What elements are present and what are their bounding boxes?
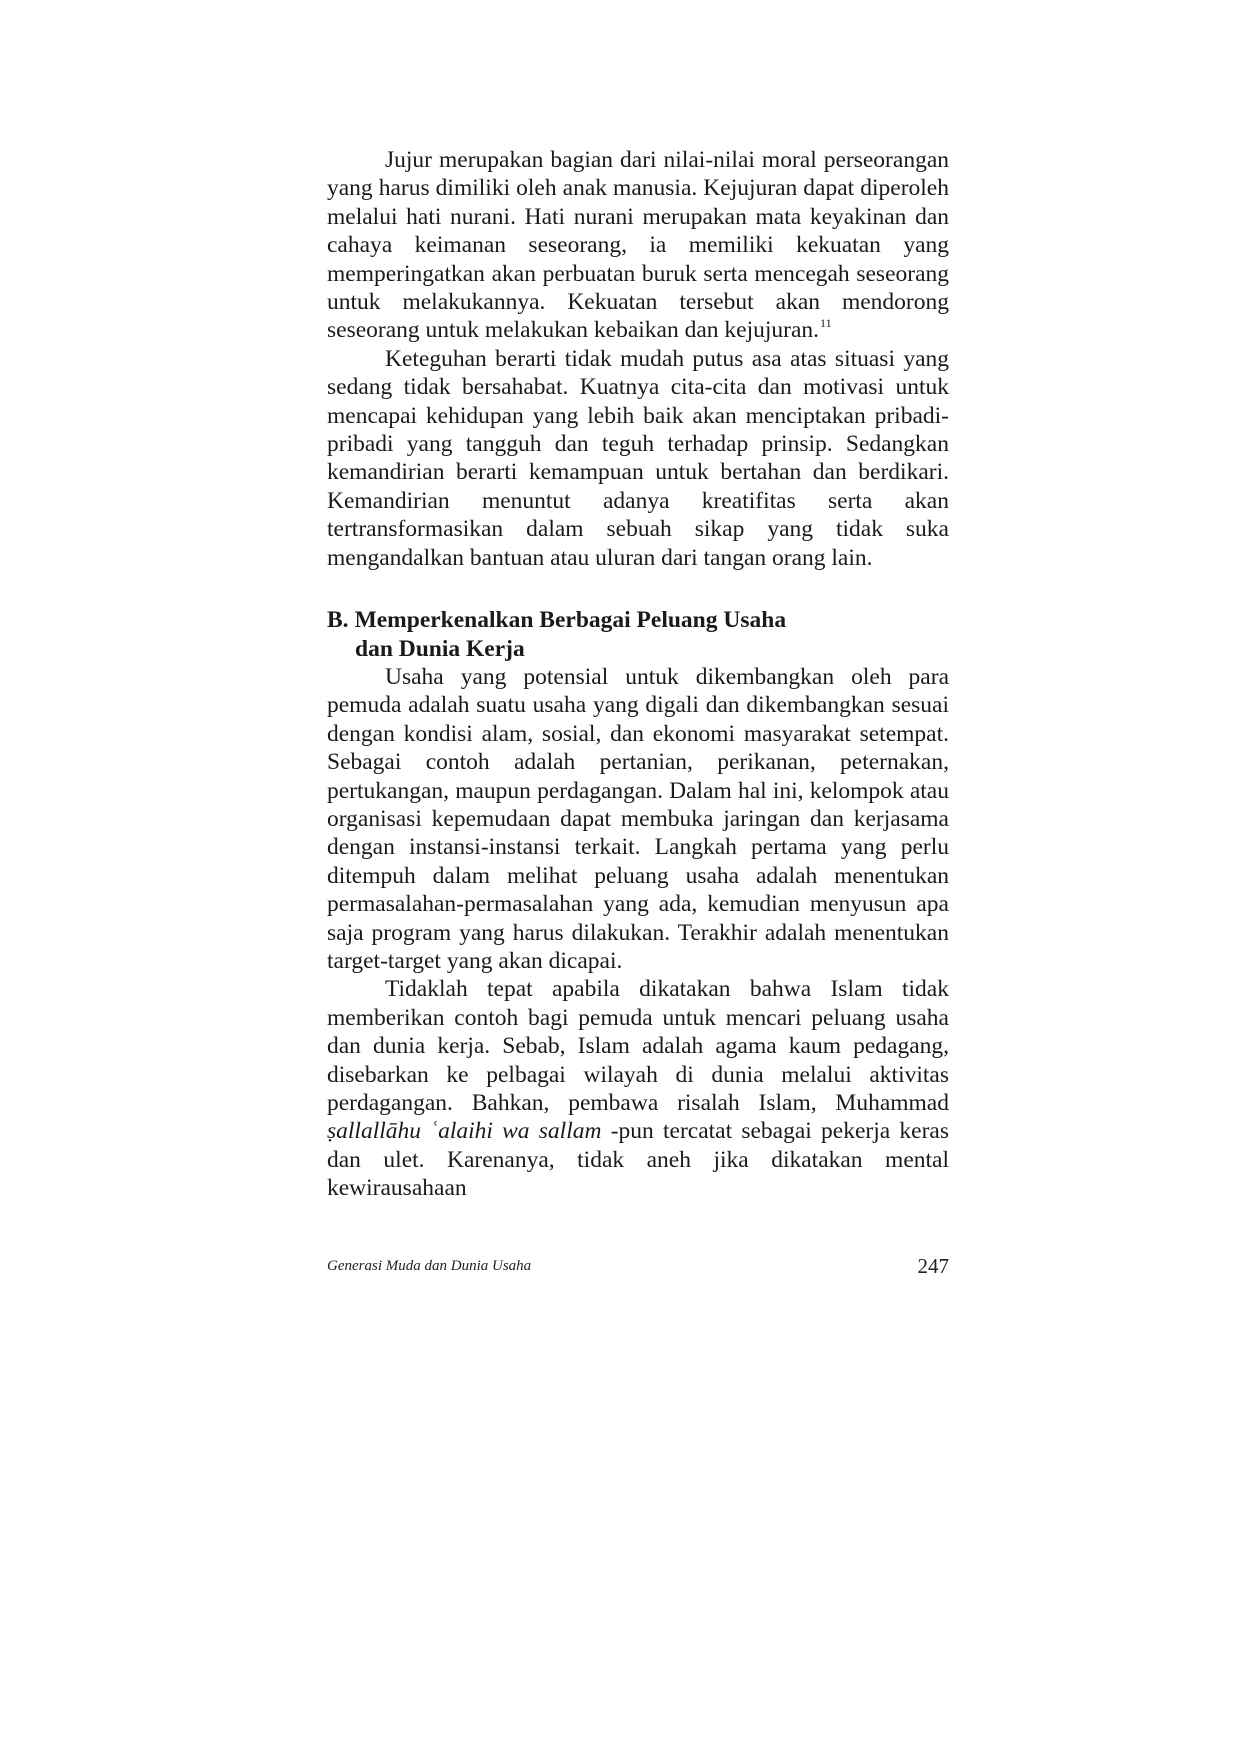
section-title-line1: Memperkenalkan Berbagai Peluang Usaha [354, 607, 787, 634]
footnote-marker[interactable]: 11 [820, 316, 832, 331]
section-heading-line1 [327, 606, 949, 634]
paragraph-kejujuran-text: Jujur merupakan bagian dari nilai-nilai moral perseorangan yang harus dimiliki oleh anak manusia. Kejujuran dapat diperoleh melalui hati nurani. Hati nurani merupakan mata keyakinan dan cahaya keimanan seseorang, ia memiliki kekuatan yang memperingatkan akan perbuatan buruk serta mencegah seseorang untuk melakukannya. Kekuatan tersebut akan mendorong seseorang untuk melakukan kebaikan dan kejujuran. [327, 147, 949, 344]
section-title-line2: dan Dunia Kerja [355, 635, 525, 662]
paragraph-islam-text-after: -pun tercatat sebagai pekerja keras dan ulet. Karenanya, tidak aneh jika dikatakan mental kewirausahaan [327, 1118, 949, 1202]
paragraph-islam-text-before: Tidaklah tepat apabila dikatakan bahwa Islam tidak memberikan contoh bagi pemuda untuk mencari peluang usaha dan dunia kerja. Sebab, Islam adalah agama kaum pedagang, disebarkan ke pelbagai wilayah di dunia melalui aktivitas perdagangan. Bahkan, pembawa risalah Islam, Muhammad [327, 976, 949, 1116]
section-heading [327, 606, 949, 663]
running-title: Generasi Muda dan Dunia Usaha [327, 1258, 532, 1274]
section-letter: B. [327, 607, 349, 634]
paragraph-keteguhan: Keteguhan berarti tidak mudah putus asa atas situasi yang sedang tidak bersahabat. Kuatnya cita-cita dan motivasi untuk mencapai kehidupan yang lebih baik akan menciptakan pribadi-pribadi yang tangguh dan teguh terhadap prinsip. Sedangkan kemandirian berarti kemampuan untuk bertahan dan berdikari. Kemandirian menuntut adanya kreatifitas serta akan tertransformasikan dalam sebuah sikap yang tidak suka mengandalkan bantuan atau uluran dari tangan orang lain. [327, 345, 949, 571]
paragraph-islam-pedagang [327, 975, 949, 1202]
page-number: 247 [917, 1254, 949, 1278]
paragraph-usaha-potensial: Usaha yang potensial untuk dikembangkan oleh para pemuda adalah suatu usaha yang digali dan dikembangkan sesuai dengan kondisi alam, sosial, dan ekonomi masyarakat setempat. Sebagai contoh adalah pertanian, perikanan, peternakan, pertukangan, maupun perdagangan. Dalam hal ini, kelompok atau organisasi kepemudaan dapat membuka jaringan dan kerjasama dengan instansi-instansi terkait. Langkah pertama yang perlu ditempuh dalam melihat peluang usaha adalah menentukan permasalahan-permasalahan yang ada, kemudian menyusun apa saja program yang harus dilakukan. Terakhir adalah menentukan target-target yang akan dicapai. [327, 663, 949, 974]
page-footer [327, 1254, 949, 1284]
paragraph-kejujuran [327, 146, 949, 345]
page-body [327, 146, 949, 1203]
honorific-italic: ṣallallāhu ʿalaihi wa sallam [327, 1118, 602, 1145]
